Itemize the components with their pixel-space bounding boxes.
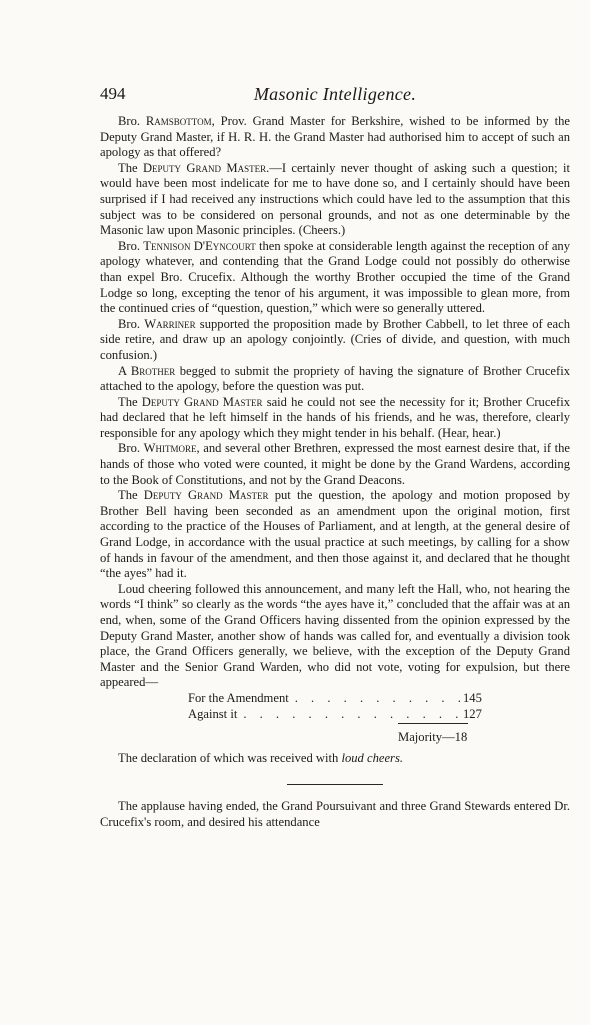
paragraph-text: then spoke at considerable length against the reception of any apology whatever, and contending that the Grand Lodge could not possibly do otherwise than expel Bro. Crucefix. Although the worthy Brother occupied the time of the Grand Lodge so long, excepting the tenor of his argument, it was impossible to glean more, from the continued cries of “question, question,” which were so generally uttered. <box>100 238 570 316</box>
paragraph-text: The <box>118 488 144 503</box>
paragraph <box>100 239 570 317</box>
paragraph <box>100 441 570 488</box>
running-title: Masonic Intelligence. <box>253 84 417 104</box>
paragraph-text: , and several other Brethren, expressed the most earnest desire that, if the hands of those who voted were counted, it might be done by the Grand Wardens, according to the Book of Constitutions, and not by the Grand Deacons. <box>100 441 570 487</box>
closing-sentence <box>100 751 570 767</box>
speaker-name: Whitmore <box>143 441 197 456</box>
paragraph <box>100 317 570 364</box>
page-number: 494 <box>100 84 126 103</box>
paragraph-text: begged to submit the propriety of having the signature of Brother Crucefix attached to the apology, before the question was put. <box>100 363 570 394</box>
paragraph-text: Loud cheering followed this announcement, and many left the Hall, who, not hearing the words “I think” so clearly as the words “the ayes have it,” concluded that the affair was at an end, when, some of the Grand Officers having dissented from the opinion expressed by the Deputy Grand Master, another show of hands was called for, and eventually a division took place, the Grand Officers generally, we believe, with the exception of the Deputy Grand Master and the Senior Grand Warden, who did not vote, voting for expulsion, but there appeared— <box>100 581 570 690</box>
speaker-name: Deputy Grand Master <box>142 160 267 175</box>
paragraph <box>100 114 570 161</box>
speaker-name: Brother <box>130 363 176 378</box>
paragraph-text: Bro. <box>118 316 145 331</box>
vote-against-label: Against it <box>188 706 238 721</box>
vote-for-value: 145 <box>463 690 482 705</box>
speaker-name: Deputy Grand Master <box>141 394 263 409</box>
paragraph-text: supported the proposition made by Brother Cabbell, to let three of each side retire, and draw up an apology conjointly. (Cries of divide, and question, with much confusion.) <box>100 316 571 362</box>
paragraph-text: Bro. <box>118 114 146 128</box>
paragraph-text: put the question, the apology and motion proposed by Brother Bell having been seconded as an amendment upon the original motion, first according to the practice of the Houses of Parliament, and at length, at the general desire of Grand Lodge, in accordance with the usual practice at such meetings, by calling for a show of hands in favour of the amendment, and then those against it, and declared that he thought “the ayes” had it. <box>100 488 570 581</box>
vote-table <box>188 691 493 722</box>
page-header <box>100 84 570 108</box>
paragraph-text: Bro. <box>118 238 144 253</box>
paragraph-list <box>100 114 570 691</box>
vote-row-for <box>188 691 493 707</box>
leader-dots <box>237 707 463 723</box>
speaker-name: Tennison D'Eyncourt <box>143 238 256 253</box>
majority-line: Majority—18 <box>398 730 468 745</box>
leader-dots <box>289 691 463 707</box>
vote-against-value: 127 <box>463 706 482 721</box>
sum-rule <box>398 723 468 724</box>
paragraph <box>100 364 570 395</box>
paragraph <box>100 395 570 442</box>
vote-row-against <box>188 707 493 723</box>
speaker-name: Warriner <box>144 316 196 331</box>
speaker-name: Deputy Grand Master <box>143 488 269 503</box>
final-paragraph: The applause having ended, the Grand Poursuivant and three Grand Stewards entered Dr. Crucefix's room, and desired his attendance <box>100 799 570 829</box>
paragraph <box>100 488 570 582</box>
vote-for-label: For the Amendment <box>188 690 289 705</box>
closing-emphasis: loud cheers. <box>341 750 404 765</box>
paragraph-text: said he could not see the necessity for it; Brother Crucefix had declared that he left himself in the hands of his friends, and he was, therefore, clearly responsible for any apology which they might tender in his behalf. (Hear, hear.) <box>100 394 571 440</box>
closing-text: The declaration of which was received with <box>118 750 342 765</box>
paragraph <box>100 161 570 239</box>
paragraph-text: The <box>118 160 143 175</box>
section-divider <box>287 784 383 785</box>
paragraph <box>100 582 570 691</box>
paragraph-text: A <box>118 363 131 378</box>
speaker-name: Ramsbottom <box>145 114 212 128</box>
body-text <box>100 114 570 831</box>
paragraph-text: , Prov. Grand Master for Berkshire, wished to be informed by the Deputy Grand Master, if H. R. H. the Grand Master had authorised him to accept of such an apology as that offered? <box>100 114 570 160</box>
paragraph-text: .—I certainly never thought of asking such a question; it would have been most indelicate for me to have done so, and I certainly should have been surprised if I had received any instructions which could have led to the assumption that this subject was to be considered on personal grounds, and not as one determinable by the Masonic law upon Masonic principles. (Cheers.) <box>100 160 570 238</box>
paragraph-text: The <box>118 394 142 409</box>
paragraph-text: Bro. <box>118 441 144 456</box>
